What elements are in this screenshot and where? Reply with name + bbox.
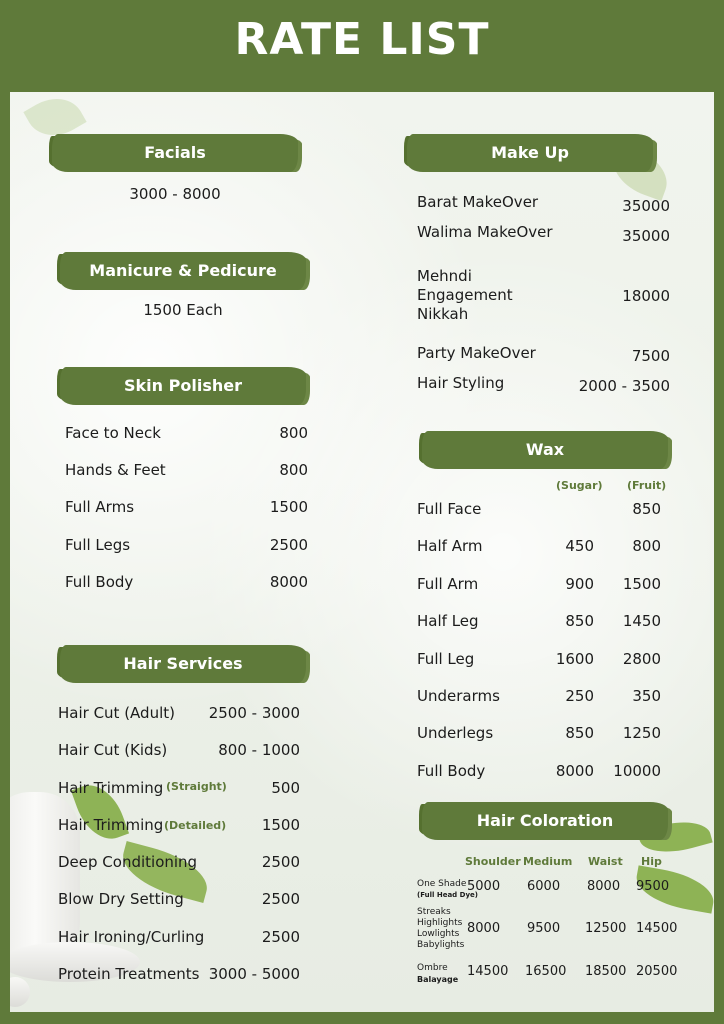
skin-item-name: Full Legs xyxy=(65,536,131,554)
skin-polisher-heading: Skin Polisher xyxy=(124,376,242,395)
makeup-item-price: 2000 - 3500 xyxy=(578,377,670,395)
hair-service-name: Deep Conditioning xyxy=(58,853,198,871)
hair-service-price: 2500 - 3000 xyxy=(208,704,300,722)
coloration-row-label-bold: (Full Head Dye) xyxy=(417,891,478,899)
coloration-row-label-line: Babylights xyxy=(417,940,465,950)
skin-item-price: 1500 xyxy=(269,498,308,516)
wax-item-fruit: 800 xyxy=(632,537,661,555)
skin-polisher-heading-brush xyxy=(60,367,306,405)
coloration-value: 20500 xyxy=(636,964,678,979)
wax-item-name: Full Body xyxy=(417,762,486,780)
coloration-col-header: Medium xyxy=(523,855,573,868)
coloration-value: 12500 xyxy=(585,921,627,936)
coloration-value: 14500 xyxy=(636,921,678,936)
wax-item-fruit: 1500 xyxy=(622,575,661,593)
hair-service-name: Hair Cut (Adult) xyxy=(58,704,175,722)
skin-item-name: Face to Neck xyxy=(65,424,161,442)
makeup-item-name: Party MakeOver xyxy=(417,344,536,362)
coloration-row-label xyxy=(417,963,458,985)
page-title: RATE LIST xyxy=(234,14,490,65)
manicure-heading: Manicure & Pedicure xyxy=(89,261,277,280)
wax-heading-brush xyxy=(422,431,668,469)
makeup-heading: Make Up xyxy=(491,143,569,162)
hair-coloration-heading-brush xyxy=(422,802,668,840)
hair-service-note: (Straight) xyxy=(166,780,227,793)
makeup-item-name: Walima MakeOver xyxy=(417,223,553,241)
wax-col-sugar: (Sugar) xyxy=(556,479,603,492)
makeup-item-name-line: Mehndi xyxy=(417,267,472,285)
coloration-row-label-line: One Shade xyxy=(417,879,467,889)
wax-item-fruit: 2800 xyxy=(622,650,661,668)
coloration-value: 8000 xyxy=(587,879,621,894)
wax-item-name: Half Arm xyxy=(417,537,483,555)
hair-service-name: Hair Trimming xyxy=(58,779,164,797)
hair-service-price: 3000 - 5000 xyxy=(208,965,300,983)
hair-service-price: 800 - 1000 xyxy=(218,741,300,759)
coloration-value: 14500 xyxy=(467,964,509,979)
coloration-col-header: Waist xyxy=(588,855,623,868)
makeup-item-name: Hair Styling xyxy=(417,374,505,392)
coloration-row-label xyxy=(417,907,464,951)
wax-item-fruit: 350 xyxy=(632,687,661,705)
manicure-heading-brush xyxy=(60,252,306,290)
skin-item-price: 800 xyxy=(279,424,308,442)
manicure-price: 1500 Each xyxy=(143,301,223,319)
wax-item-name: Full Leg xyxy=(417,650,475,668)
hair-service-price: 1500 xyxy=(261,816,300,834)
facials-heading: Facials xyxy=(144,143,206,162)
coloration-col-header: Hip xyxy=(641,855,662,868)
wax-item-sugar: 1600 xyxy=(555,650,594,668)
coloration-value: 18500 xyxy=(585,964,627,979)
skin-item-price: 2500 xyxy=(269,536,308,554)
hair-service-price: 500 xyxy=(271,779,300,797)
wax-item-sugar: 850 xyxy=(565,612,594,630)
wax-item-name: Full Face xyxy=(417,500,482,518)
wax-item-sugar: 850 xyxy=(565,724,594,742)
hair-service-name: Hair Ironing/Curling xyxy=(58,928,205,946)
skin-item-name: Hands & Feet xyxy=(65,461,166,479)
rate-sheet xyxy=(10,92,714,1012)
hair-service-name: Hair Cut (Kids) xyxy=(58,741,168,759)
hair-services-heading-brush xyxy=(60,645,306,683)
spa-stone-small xyxy=(10,977,30,1007)
makeup-item-name-line: Engagement xyxy=(417,286,513,304)
coloration-col-header: Shoulder xyxy=(465,855,521,868)
coloration-value: 5000 xyxy=(467,879,501,894)
hair-services-heading: Hair Services xyxy=(123,654,243,673)
facials-heading-brush xyxy=(52,134,298,172)
wax-col-fruit: (Fruit) xyxy=(627,479,667,492)
hair-service-name: Protein Treatments xyxy=(58,965,200,983)
wax-item-name: Underlegs xyxy=(417,724,494,742)
coloration-value: 16500 xyxy=(525,964,567,979)
coloration-value: 9500 xyxy=(527,921,561,936)
skin-item-name: Full Arms xyxy=(65,498,135,516)
coloration-row-label-line: Lowlights xyxy=(417,929,460,939)
skin-item-price: 8000 xyxy=(269,573,308,591)
hair-coloration-heading: Hair Coloration xyxy=(476,811,614,830)
wax-item-sugar: 8000 xyxy=(555,762,594,780)
coloration-value: 6000 xyxy=(527,879,561,894)
hair-service-name: Blow Dry Setting xyxy=(58,890,184,908)
makeup-item-price: 18000 xyxy=(622,287,670,305)
wax-item-sugar: 450 xyxy=(565,537,594,555)
coloration-row-label-bold: Balayage xyxy=(417,975,459,984)
coloration-row-label-line: Highlights xyxy=(417,918,463,928)
wax-item-sugar: 900 xyxy=(565,575,594,593)
wax-heading: Wax xyxy=(525,440,565,459)
coloration-row-label-line: Streaks xyxy=(417,907,451,917)
coloration-value: 8000 xyxy=(467,921,501,936)
makeup-item-name-line: Nikkah xyxy=(417,305,469,323)
makeup-item-price: 7500 xyxy=(631,347,670,365)
wax-item-name: Full Arm xyxy=(417,575,479,593)
hair-service-price: 2500 xyxy=(261,928,300,946)
wax-item-name: Half Leg xyxy=(417,612,479,630)
wax-item-fruit: 1250 xyxy=(622,724,661,742)
skin-item-name: Full Body xyxy=(65,573,134,591)
coloration-value: 9500 xyxy=(636,879,670,894)
makeup-heading-brush xyxy=(407,134,653,172)
makeup-item-name: Barat MakeOver xyxy=(417,193,539,211)
wax-item-fruit: 1450 xyxy=(622,612,661,630)
skin-item-price: 800 xyxy=(279,461,308,479)
wax-item-name: Underarms xyxy=(417,687,500,705)
hair-service-price: 2500 xyxy=(261,853,300,871)
facials-price: 3000 - 8000 xyxy=(129,185,221,203)
wax-item-fruit: 850 xyxy=(632,500,661,518)
makeup-item-price: 35000 xyxy=(622,227,670,245)
wax-item-sugar: 250 xyxy=(565,687,594,705)
hair-service-note: (Detailed) xyxy=(164,819,227,832)
makeup-item-price: 35000 xyxy=(622,197,670,215)
hair-service-name: Hair Trimming xyxy=(58,816,164,834)
hair-service-price: 2500 xyxy=(261,890,300,908)
wax-item-fruit: 10000 xyxy=(613,762,661,780)
coloration-row-label-line: Ombre xyxy=(417,963,448,973)
